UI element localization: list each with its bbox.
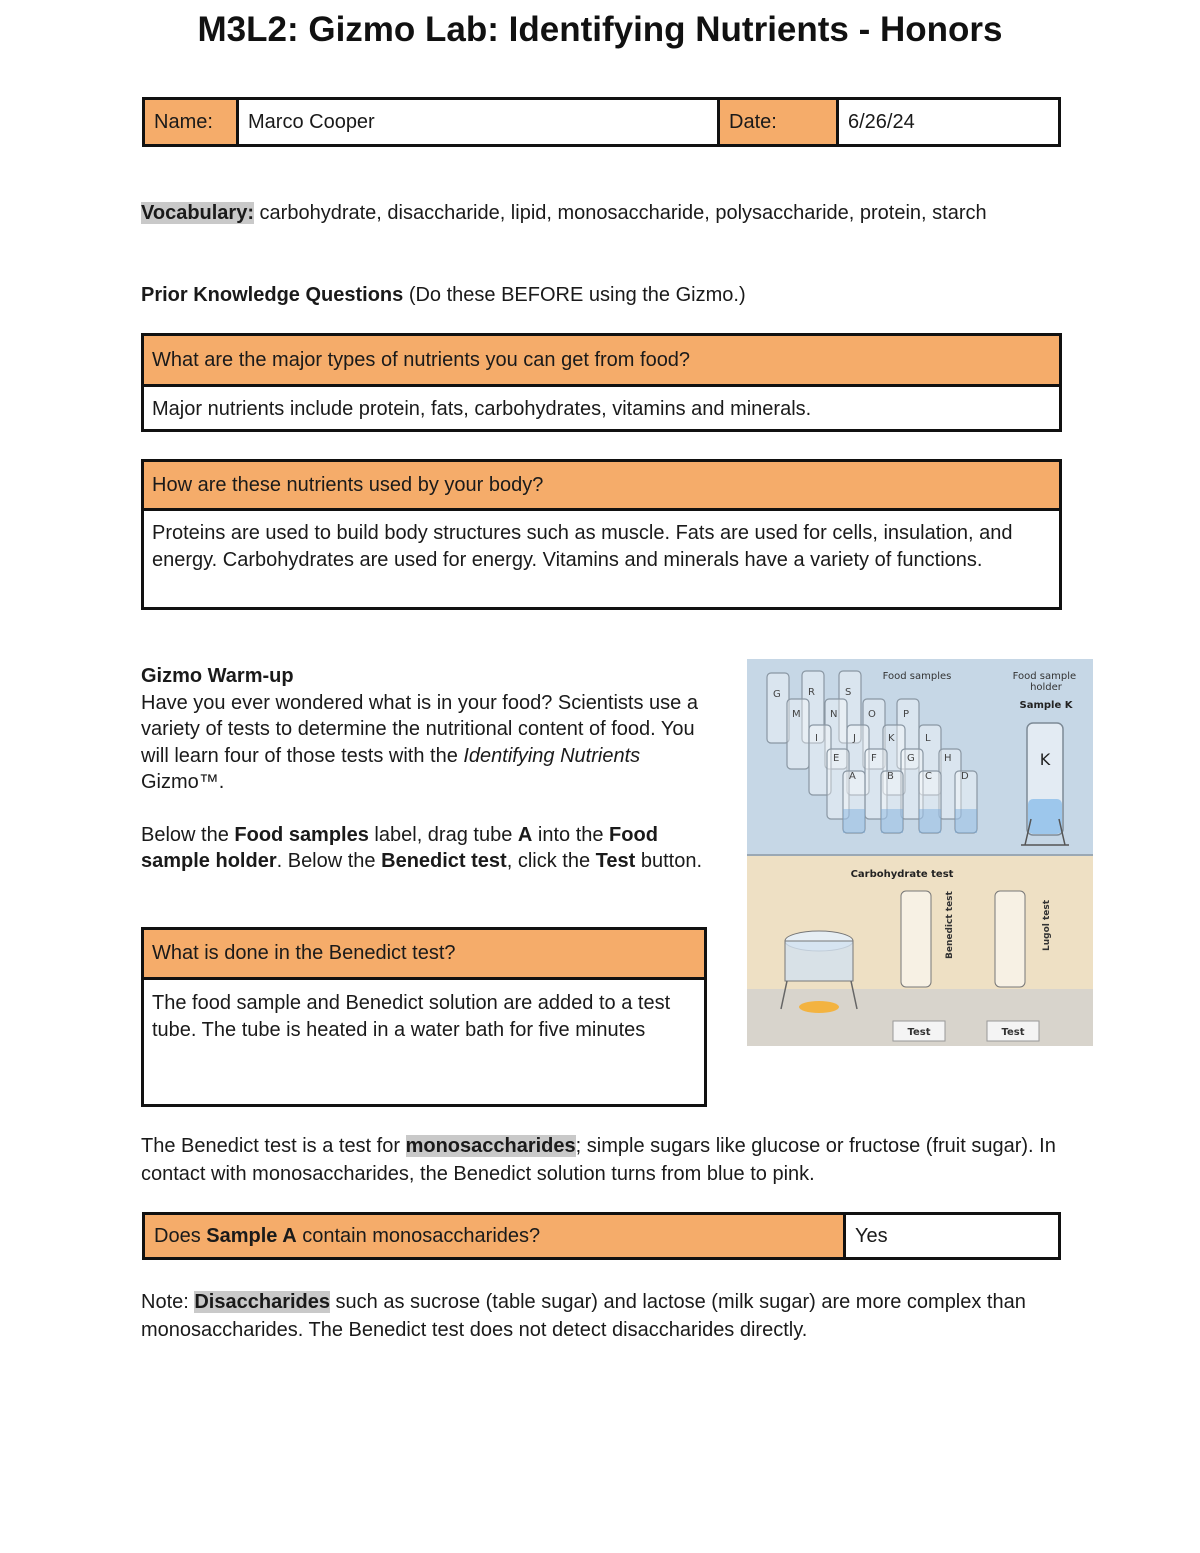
tube-letter: L (925, 733, 931, 744)
tube-letter: M (792, 709, 801, 720)
disaccharides-highlight: Disaccharides (194, 1291, 330, 1313)
date-label: Date: (719, 99, 838, 146)
tube-letter: S (845, 687, 852, 698)
burner-flame (799, 1001, 839, 1013)
tube-letter: R (808, 687, 815, 698)
question-1: What are the major types of nutrients you can get from food? (144, 336, 1059, 387)
warmup-instructions: Below the Food samples label, drag tube A into the Food sample holder. Below the Benedict test, click the Test button. (141, 823, 702, 872)
tube-letter: B (887, 771, 894, 782)
tube-letter: P (903, 709, 910, 720)
question-box-3 (141, 927, 707, 1107)
tube-letter: G (907, 753, 915, 764)
sample-a-table (142, 1212, 1061, 1260)
sample-a-question: Does Sample A contain monosaccharides? (144, 1214, 845, 1259)
benedict-test-label: Benedict test (945, 891, 955, 959)
warmup-intro: Have you ever wondered what is in your food? Scientists use a variety of tests to determine the nutritional content of food. You will learn four of those tests with the Identifying Nutrients Gizmo™. (141, 691, 698, 793)
tube-letter: A (849, 771, 856, 782)
benedict-test-button-label[interactable]: Test (907, 1027, 931, 1038)
tube-letter: F (871, 753, 877, 764)
sample-label: Sample K (1019, 700, 1073, 711)
prior-heading-bold: Prior Knowledge Questions (141, 284, 404, 306)
answer-1[interactable]: Major nutrients include protein, fats, carbohydrates, vitamins and minerals. (152, 398, 812, 420)
carbohydrate-test-label: Carbohydrate test (850, 869, 954, 880)
lugol-test-button-label[interactable]: Test (1001, 1027, 1025, 1038)
benedict-info: The Benedict test is a test for monosaccharides; simple sugars like glucose or fructose (fruit sugar). In contact with monosaccharides, the Benedict solution turns from blue to pink. (141, 1135, 1056, 1185)
sample-letter: K (1039, 750, 1051, 769)
water-bath (785, 941, 853, 981)
page-title: M3L2: Gizmo Lab: Identifying Nutrients - Honors (197, 10, 1003, 49)
benedict-tube (901, 891, 931, 987)
answer-3[interactable]: The food sample and Benedict solution are added to a test tube. The tube is heated in a water bath for five minutes (152, 992, 671, 1041)
question-box-1 (141, 333, 1062, 432)
answer-2[interactable]: Proteins are used to build body structures such as muscle. Fats are used for cells, insulation, and energy. Carbohydrates are used for energy. Vitamins and minerals have a variety of functions. (152, 522, 1013, 571)
food-samples-label: Food samples (882, 671, 952, 682)
lugol-tube (995, 891, 1025, 987)
tube-letter: D (961, 771, 969, 782)
vocabulary-label: Vocabulary: (141, 202, 254, 224)
prior-heading-note: (Do these BEFORE using the Gizmo.) (403, 284, 746, 306)
tube-letter: K (888, 733, 895, 744)
name-field[interactable]: Marco Cooper (238, 99, 719, 146)
tube-letter: N (830, 709, 838, 720)
warmup-section (141, 663, 711, 875)
tube-letter: I (815, 733, 818, 744)
question-box-2 (141, 459, 1062, 610)
name-label: Name: (144, 99, 238, 146)
question-3: What is done in the Benedict test? (144, 930, 704, 980)
date-field[interactable]: 6/26/24 (838, 99, 1060, 146)
tube-letter: O (868, 709, 876, 720)
header-table (142, 97, 1061, 147)
warmup-heading: Gizmo Warm-up (141, 665, 294, 687)
vocabulary-line (141, 200, 1101, 227)
tube-letter: E (833, 753, 840, 764)
lugol-test-label: Lugol test (1042, 899, 1052, 951)
tube-letter: J (853, 733, 856, 744)
prior-knowledge-heading (141, 282, 1101, 309)
tube-letter: C (925, 771, 932, 782)
holder-label: Food sample holder (1012, 671, 1077, 693)
tube-letter: H (944, 753, 952, 764)
monosaccharides-highlight: monosaccharides (405, 1135, 576, 1157)
question-2: How are these nutrients used by your body? (144, 462, 1059, 511)
tube-letter: G (773, 689, 781, 700)
sample-a-answer[interactable]: Yes (845, 1214, 1060, 1259)
vocabulary-terms: carbohydrate, disaccharide, lipid, monosaccharide, polysaccharide, protein, starch (254, 202, 987, 224)
disaccharide-note: Note: Disaccharides such as sucrose (table sugar) and lactose (milk sugar) are more complex than monosaccharides. The Benedict test does not detect disaccharides directly. (141, 1291, 1026, 1341)
gizmo-screenshot (747, 659, 1093, 1046)
